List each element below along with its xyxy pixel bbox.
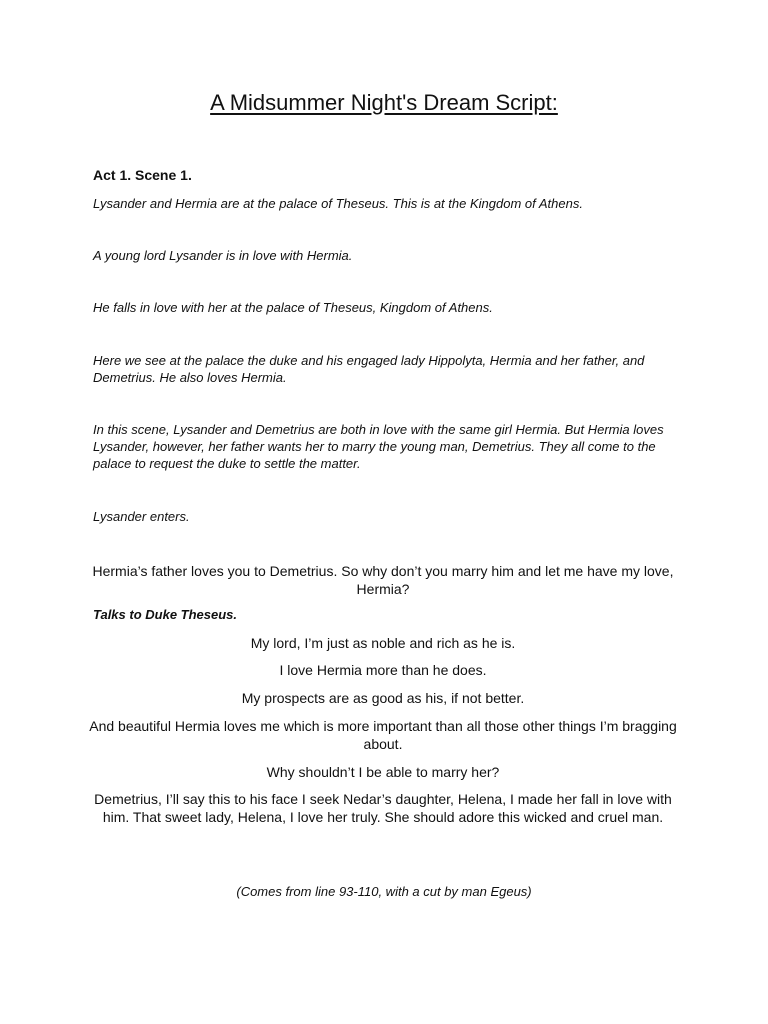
dialogue-line: Hermia’s father loves you to Demetrius. So why don’t you marry him and let me have my love, Hermia?: [92, 563, 674, 597]
scene-heading: Act 1. Scene 1.: [93, 167, 192, 183]
narration-paragraph: Lysander enters.: [93, 509, 190, 524]
document-title: A Midsummer Night's Dream Script:: [210, 90, 558, 115]
dialogue-line: Why shouldn’t I be able to marry her?: [266, 764, 500, 780]
stage-direction: Talks to Duke Theseus.: [93, 607, 238, 622]
dialogue-line: Demetrius, I’ll say this to his face I seek Nedar’s daughter, Helena, I made her fall in love with him. That sweet lady, Helena, I love her truly. She should adore this wicked and cruel man.: [94, 791, 672, 825]
source-note: (Comes from line 93-110, with a cut by man Egeus): [236, 884, 532, 899]
narration-paragraph: Lysander and Hermia are at the palace of Theseus. This is at the Kingdom of Athens.: [93, 196, 583, 211]
dialogue-line: I love Hermia more than he does.: [279, 662, 487, 678]
dialogue-line: My prospects are as good as his, if not better.: [241, 690, 525, 706]
narration-paragraph: Here we see at the palace the duke and his engaged lady Hippolyta, Hermia and her father, and Demetrius. He also loves Hermia.: [93, 353, 645, 385]
narration-paragraph: A young lord Lysander is in love with Hermia.: [93, 248, 353, 263]
narration-paragraph: He falls in love with her at the palace of Theseus, Kingdom of Athens.: [93, 300, 493, 315]
dialogue-line: And beautiful Hermia loves me which is more important than all those other things I’m bragging about.: [89, 718, 677, 752]
narration-paragraph: In this scene, Lysander and Demetrius are both in love with the same girl Hermia. But Hermia loves Lysander, however, her father wants her to marry the young man, Demetrius. They all come to the palace to request the duke to settle the matter.: [93, 422, 664, 471]
dialogue-line: My lord, I’m just as noble and rich as he is.: [250, 635, 516, 651]
